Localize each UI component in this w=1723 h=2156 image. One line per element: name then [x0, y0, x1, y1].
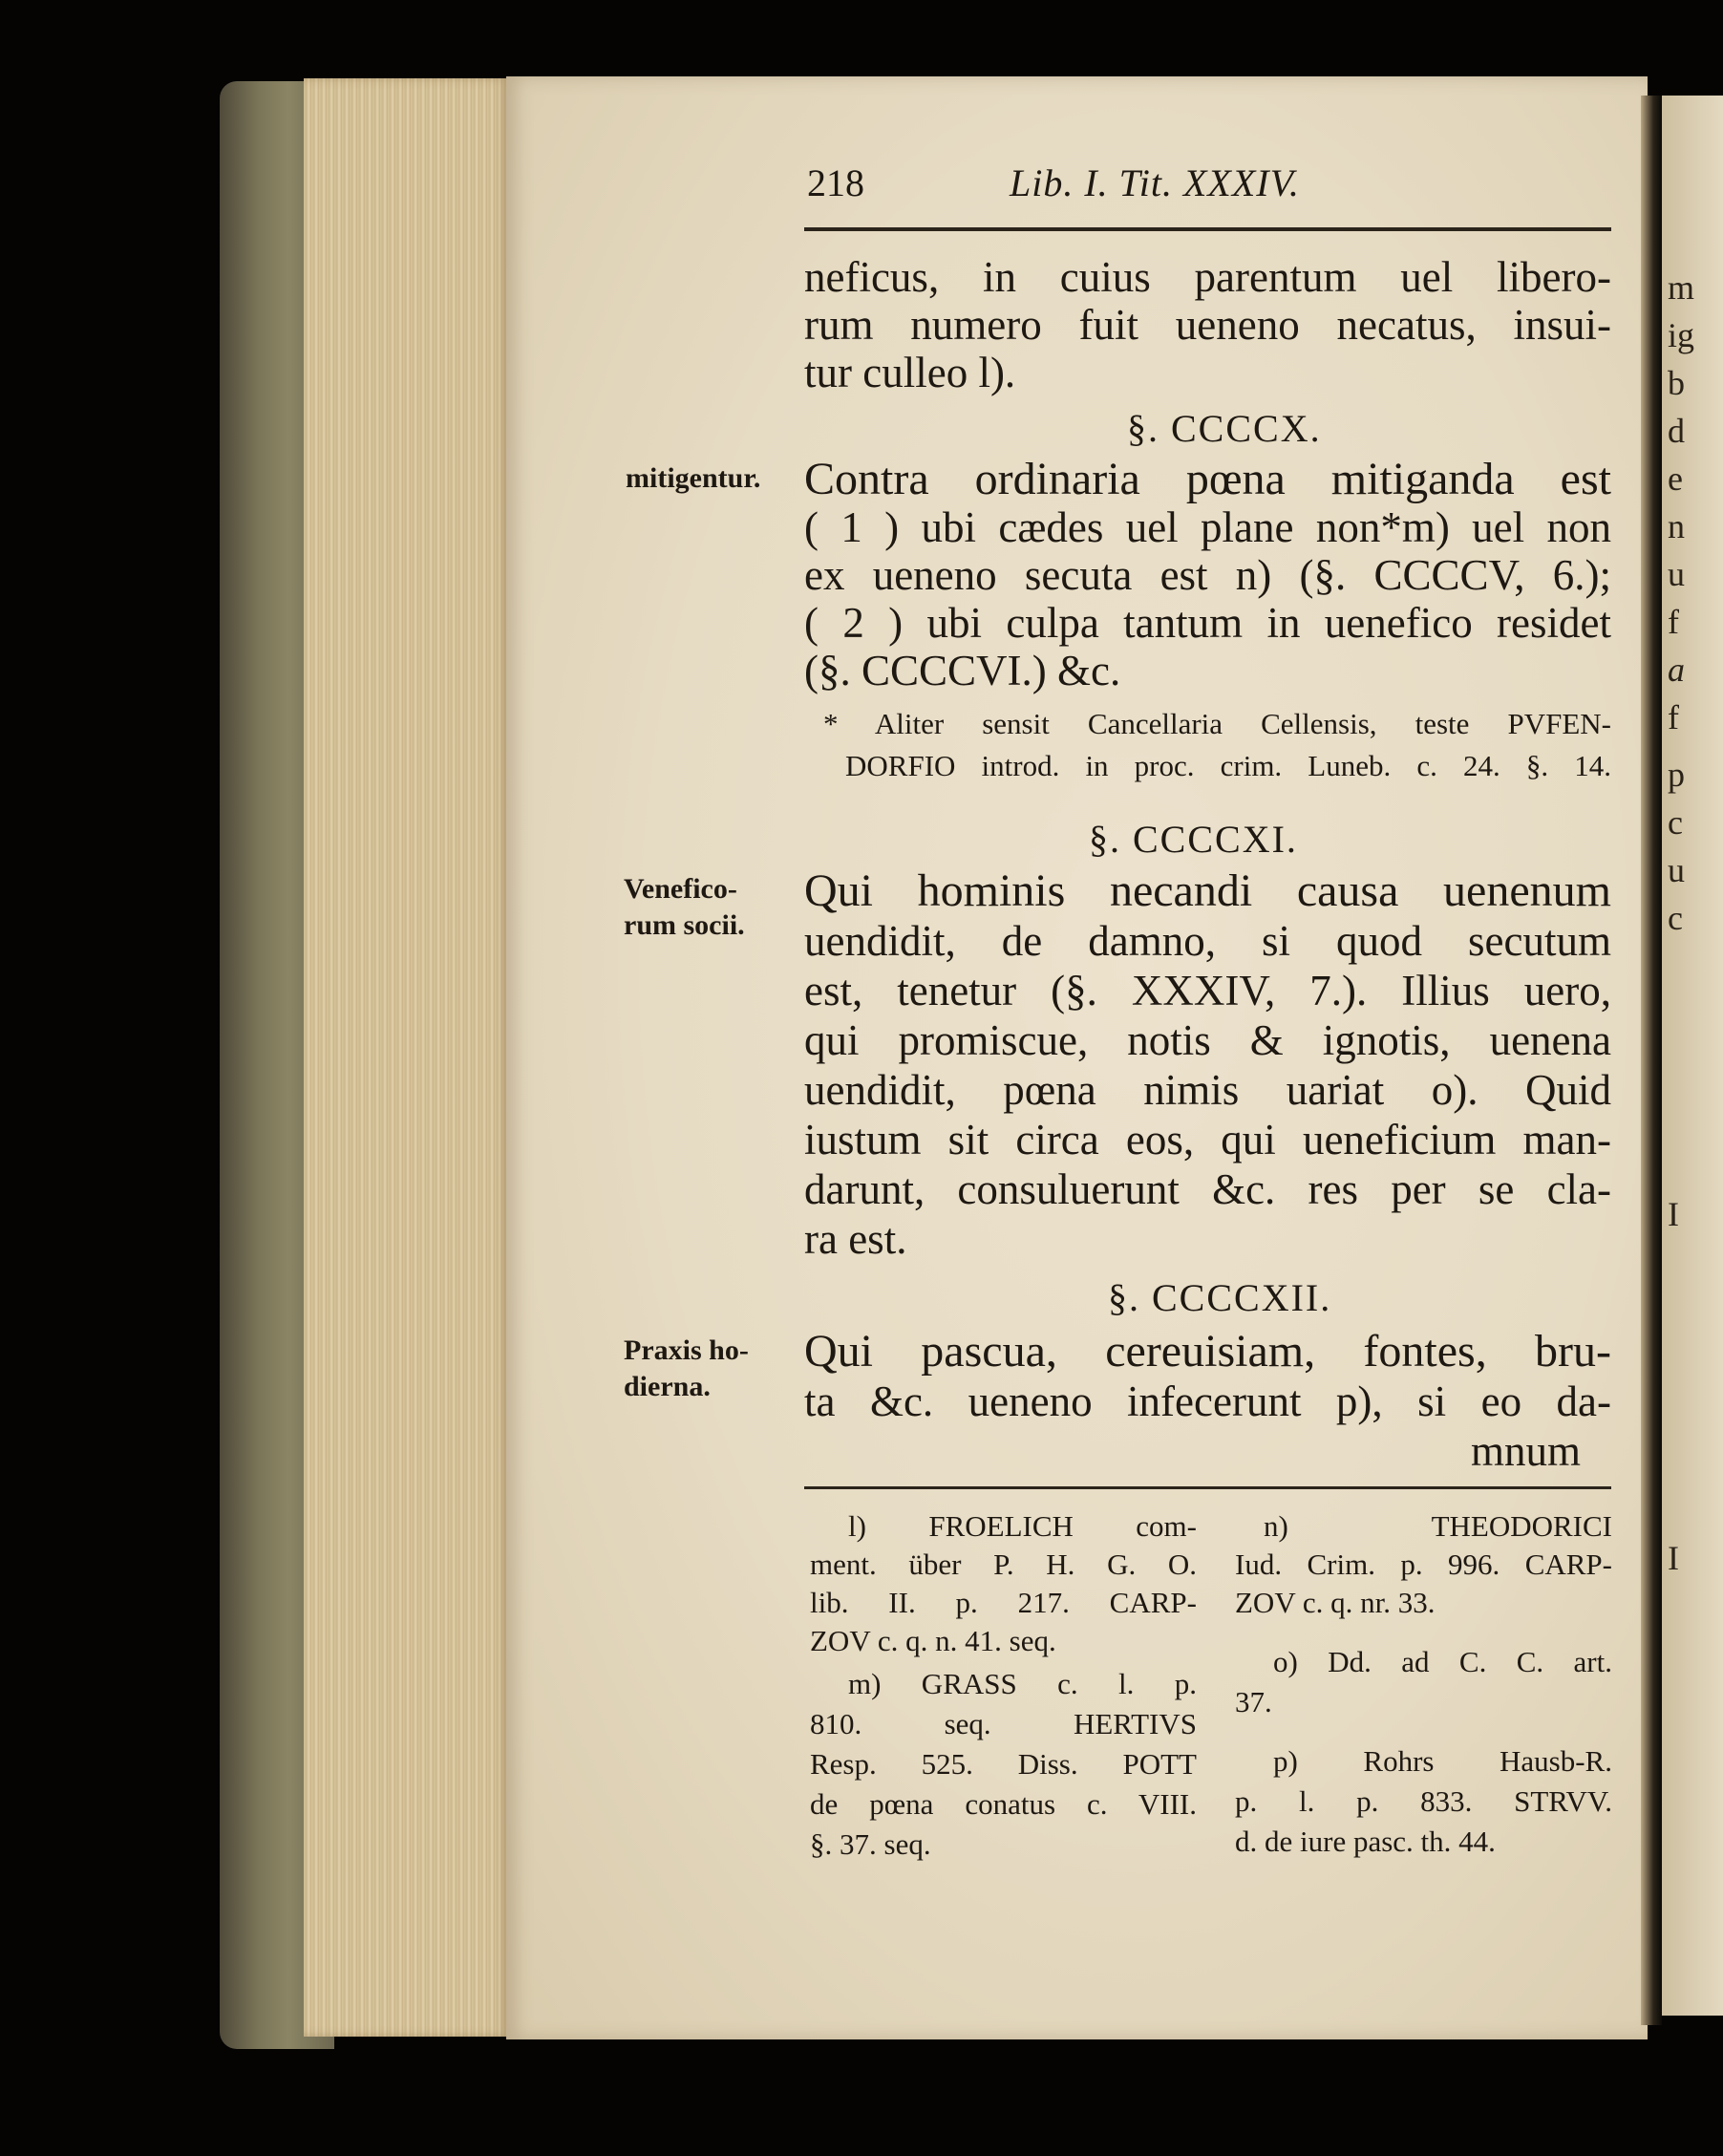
- body-line: tur culleo l).: [804, 349, 1016, 396]
- page-number: 218: [807, 161, 864, 204]
- fragment-text: a: [1668, 651, 1685, 689]
- body-line: darunt, consuluerunt &c. res per se cla-: [804, 1165, 1611, 1213]
- body-line: uendidit, pœna nimis uariat o). Quid: [804, 1066, 1611, 1114]
- body-line: ta &c. ueneno infecerunt p), si eo da-: [804, 1377, 1611, 1425]
- section-heading: §. CCCCXI.: [1089, 818, 1298, 861]
- fragment-text: f: [1668, 698, 1679, 736]
- fragment-text: d: [1668, 412, 1685, 450]
- fragment-text: p: [1668, 756, 1685, 794]
- body-line: ex ueneno secuta est n) (§. CCCCV, 6.);: [804, 551, 1611, 599]
- body-line: Qui hominis necandi causa uenenum: [804, 865, 1611, 916]
- footnote-line: Resp. 525. Diss. POTT: [810, 1747, 1197, 1781]
- asterisk-note: DORFIO introd. in proc. crim. Luneb. c. 24. §. 14.: [845, 749, 1611, 782]
- body-line: est, tenetur (§. XXXIV, 7.). Illius uero,: [804, 967, 1611, 1014]
- footnote-line: ment. über P. H. G. O.: [810, 1548, 1197, 1581]
- footnote-rule: [804, 1486, 1611, 1489]
- body-line: rum numero fuit ueneno necatus, insui-: [804, 301, 1611, 349]
- fragment-text: e: [1668, 459, 1683, 498]
- running-title: Lib. I. Tit. XXXIV.: [1010, 161, 1300, 204]
- footnote-line: §. 37. seq.: [810, 1827, 931, 1861]
- body-line: ( 1 ) ubi cædes uel plane non*m) uel non: [804, 503, 1611, 551]
- footnote-line: p. l. p. 833. STRVV.: [1235, 1784, 1612, 1818]
- footnote-line: ZOV c. q. nr. 33.: [1235, 1586, 1436, 1619]
- fragment-text: b: [1668, 364, 1685, 402]
- body-line: ( 2 ) ubi culpa tantum in uenefico residet: [804, 599, 1611, 647]
- footnote-line: n) THEODORICI: [1264, 1509, 1612, 1543]
- asterisk-note: * Aliter sensit Cancellaria Cellensis, teste PVFEN-: [823, 707, 1611, 740]
- fragment-text: m: [1668, 268, 1695, 307]
- footnote-line: lib. II. p. 217. CARP-: [810, 1586, 1197, 1619]
- margin-note: mitigentur.: [626, 462, 761, 494]
- fragment-text: I: [1668, 1195, 1679, 1233]
- fragment-text: n: [1668, 507, 1685, 545]
- body-line: Contra ordinaria pœna mitiganda est: [804, 454, 1611, 504]
- footnote-line: l) FROELICH com-: [848, 1509, 1197, 1543]
- fragment-text: ig: [1668, 316, 1695, 354]
- footnote-line: 810. seq. HERTIVS: [810, 1707, 1197, 1740]
- footnote-line: p) Rohrs Hausb-R.: [1273, 1744, 1612, 1778]
- margin-note: dierna.: [624, 1371, 711, 1402]
- body-line: neficus, in cuius parentum uel libero-: [804, 253, 1611, 301]
- margin-note: Venefico-: [624, 873, 737, 905]
- header-rule: [804, 227, 1611, 231]
- body-line: ra est.: [804, 1215, 907, 1263]
- footnote-line: 37.: [1235, 1685, 1272, 1718]
- fragment-text: u: [1668, 851, 1685, 889]
- page-header: [807, 160, 1609, 208]
- footnote-line: de pœna conatus c. VIII.: [810, 1787, 1197, 1821]
- footnote-line: Iud. Crim. p. 996. CARP-: [1235, 1548, 1612, 1581]
- margin-note: Praxis ho-: [624, 1334, 749, 1366]
- body-line: Qui pascua, cereuisiam, fontes, bru-: [804, 1326, 1611, 1377]
- body-line: uendidit, de damno, si quod secutum: [804, 917, 1611, 965]
- fragment-text: I: [1668, 1539, 1679, 1577]
- fragment-text: u: [1668, 555, 1685, 593]
- fragment-text: f: [1668, 603, 1679, 641]
- footnote-line: o) Dd. ad C. C. art.: [1273, 1645, 1612, 1678]
- catchword: mnum: [1471, 1427, 1582, 1475]
- section-heading: §. CCCCXII.: [1108, 1276, 1332, 1319]
- body-line: iustum sit circa eos, qui ueneficium man-: [804, 1116, 1611, 1163]
- facing-page-fragment: [1662, 96, 1723, 2016]
- footnote-line: ZOV c. q. n. 41. seq.: [810, 1624, 1056, 1657]
- footnote-line: m) GRASS c. l. p.: [848, 1667, 1197, 1700]
- fragment-text: c: [1668, 803, 1683, 842]
- fragment-text: c: [1668, 899, 1683, 937]
- margin-note: rum socii.: [624, 909, 745, 941]
- footnote-line: d. de iure pasc. th. 44.: [1235, 1825, 1496, 1858]
- body-line: qui promiscue, notis & ignotis, uenena: [804, 1016, 1611, 1064]
- book-gutter: [1641, 96, 1662, 2025]
- body-line: (§. CCCCVI.) &c.: [804, 647, 1121, 694]
- section-heading: §. CCCCX.: [1127, 407, 1322, 450]
- page-edges: [304, 78, 509, 2037]
